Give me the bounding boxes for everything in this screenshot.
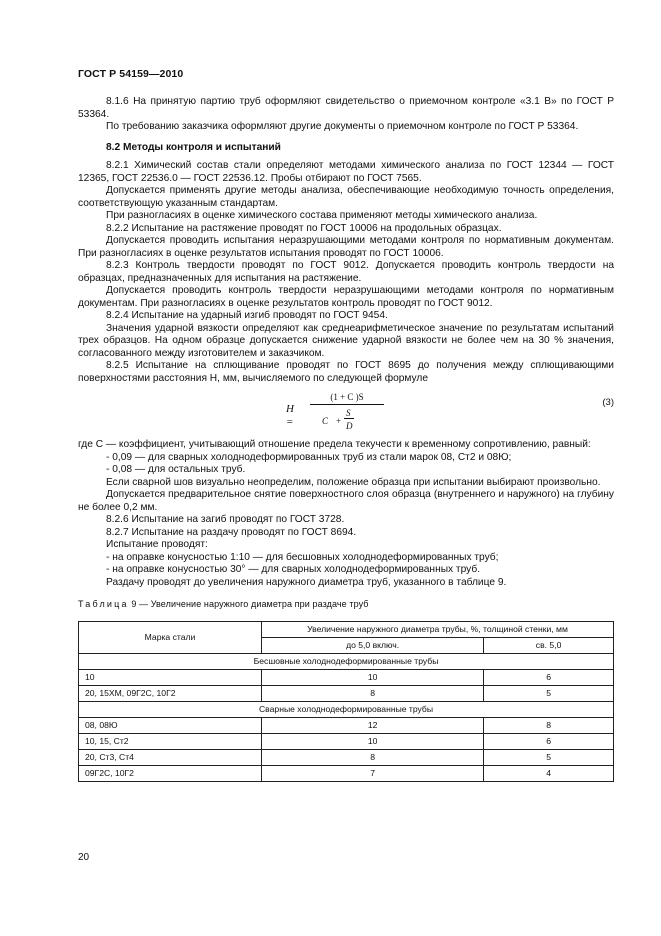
table-header-row <box>79 621 614 637</box>
paragraph-8-1-6: 8.1.6 На принятую партию труб оформляют свидетельство о приемочном контроле «3.1 В» по ГОСТ Р 53364. <box>78 96 614 120</box>
paragraph-other-methods: Допускается применять другие методы анализа, обеспечивающие необходимую точность определения, соответствующую указанным стандартам. <box>78 185 614 209</box>
cell-up-to-5: 7 <box>262 765 484 781</box>
formula-den-s: S <box>346 408 351 418</box>
cell-over-5: 6 <box>484 669 614 685</box>
formula-number: (3) <box>602 397 614 408</box>
table-row <box>79 765 614 781</box>
formula-fraction-bar <box>310 404 384 405</box>
table-group-row <box>79 653 614 669</box>
formula-den-c: C <box>322 416 329 426</box>
page-number: 20 <box>78 852 90 863</box>
expansion-table <box>78 621 614 782</box>
cell-up-to-5: 10 <box>262 669 484 685</box>
paragraph-expansion-limit: Раздачу проводят до увеличения наружного диаметра труб, указанного в таблице 9. <box>106 576 507 588</box>
header-over-5: св. 5,0 <box>484 637 614 653</box>
cell-steel: 20, 15ХМ, 09Г2С, 10Г2 <box>79 685 262 701</box>
paragraph-customer-docs: По требованию заказчика оформляют другие документы о приемочном контроле по ГОСТ Р 53364. <box>106 121 579 132</box>
table-caption-text: 9 — Увеличение наружного диаметра при раздаче труб <box>131 599 369 609</box>
cell-steel: 10, 15, Ст2 <box>79 733 262 749</box>
document-body <box>78 96 614 782</box>
paragraph-8-2-5: 8.2.5 Испытание на сплющивание проводят по ГОСТ 8695 до получения между сплющивающими поверхностями расстояния H, мм, вычисляемого по следующей формуле <box>78 360 614 384</box>
header-up-to-5: до 5,0 включ. <box>262 637 484 653</box>
table-caption-word: Таблица <box>78 599 129 609</box>
formula-numerator: (1 + C )S <box>330 392 364 402</box>
paragraph-impact-values: Значения ударной вязкости определяют как среднеарифметическое значение по результатам испытаний трех образцов. На одном образце допускается снижение ударной вязкости не более чем на 30 % значения, согласованного между изготовителем и заказчиком. <box>78 322 614 359</box>
paragraph-weld-position: Если сварной шов визуально неопределим, положение образца при испытании выбирают произвольно. <box>106 476 601 488</box>
paragraph-ndt-hardness: Допускается проводить контроль твердости неразрушающими методами контроля по нормативным документам. При разногласиях в оценке результатов контроль проводят по ГОСТ 9012. <box>78 285 614 309</box>
where-item: - 0,08 — для остальных труб. <box>106 464 246 475</box>
where-item: - 0,09 — для сварных холоднодеформированных труб из стали марок 08, Ст2 и 08Ю; <box>106 451 512 463</box>
formula-inner-bar <box>344 418 354 419</box>
section-heading: 8.2 Методы контроля и испытаний <box>106 141 281 153</box>
formula-den-d: D <box>346 421 353 431</box>
formula-lhs: H = <box>286 403 294 428</box>
cell-over-5: 5 <box>484 749 614 765</box>
where-clause <box>78 439 614 452</box>
cell-over-5: 8 <box>484 717 614 733</box>
paragraph-8-2-4: 8.2.4 Испытание на ударный изгиб проводят по ГОСТ 9454. <box>106 310 388 321</box>
table-row <box>79 749 614 765</box>
group-welded: Сварные холоднодеформированные трубы <box>79 701 614 717</box>
cell-up-to-5: 8 <box>262 749 484 765</box>
cell-up-to-5: 8 <box>262 685 484 701</box>
paragraph-8-2-6: 8.2.6 Испытание на загиб проводят по ГОСТ 3728. <box>106 514 345 525</box>
paragraph-chem-disagreement: При разногласиях в оценке химического состава применяют методы химического анализа. <box>106 210 538 221</box>
paragraph-8-2-1: 8.2.1 Химический состав стали определяют методами химического анализа по ГОСТ 12344 — ГОСТ 12365, ГОСТ 22536.0 — ГОСТ 22536.12. Пробы отбирают по ГОСТ 7565. <box>78 160 614 184</box>
where-text: коэффициент, учитывающий отношение предела текучести к временному сопротивлению, равный: <box>118 439 591 450</box>
paragraph-8-2-3: 8.2.3 Контроль твердости проводят по ГОСТ 9012. Допускается проводить контроль твердости на образцах, предназначенных для испытания на растяжение. <box>78 260 614 284</box>
list-item-welded: - на оправке конусностью 30° — для сварных холоднодеформированных труб. <box>106 564 481 575</box>
cell-steel: 09Г2С, 10Г2 <box>79 765 262 781</box>
cell-up-to-5: 12 <box>262 717 484 733</box>
paragraph-surface-removal: Допускается предварительное снятие поверхностного слоя образца (внутреннего и наружного) на глубину не более 0,2 мм. <box>78 489 614 513</box>
table-caption <box>78 598 614 611</box>
cell-up-to-5: 10 <box>262 733 484 749</box>
paragraph-8-2-7: 8.2.7 Испытание на раздачу проводят по ГОСТ 8694. <box>106 526 357 538</box>
header-diameter-increase: Увеличение наружного диаметра трубы, %, толщиной стенки, мм <box>262 621 614 637</box>
cell-steel: 20, Ст3, Ст4 <box>79 749 262 765</box>
formula-den-plus: + <box>336 416 342 426</box>
list-item-seamless: - на оправке конусностью 1:10 — для бесшовных холоднодеформированных труб; <box>106 551 499 563</box>
cell-over-5: 5 <box>484 685 614 701</box>
table-row <box>79 685 614 701</box>
formula-3 <box>78 389 614 433</box>
cell-steel: 10 <box>79 669 262 685</box>
table-group-row <box>79 701 614 717</box>
header-steel-grade: Марка стали <box>79 621 262 653</box>
cell-steel: 08, 08Ю <box>79 717 262 733</box>
group-seamless: Бесшовные холоднодеформированные трубы <box>79 653 614 669</box>
table-row <box>79 733 614 749</box>
paragraph-8-2-2: 8.2.2 Испытание на растяжение проводят по ГОСТ 10006 на продольных образцах. <box>106 222 502 234</box>
document-header: ГОСТ Р 54159—2010 <box>78 68 184 80</box>
cell-over-5: 6 <box>484 733 614 749</box>
paragraph-test-conduct: Испытание проводят: <box>106 539 208 550</box>
table-row <box>79 669 614 685</box>
cell-over-5: 4 <box>484 765 614 781</box>
where-term: где C — <box>78 439 117 450</box>
table-row <box>79 717 614 733</box>
paragraph-ndt-tension: Допускается проводить испытания неразрушающими методами контроля по нормативным документам. При разногласиях в оценке результатов испытания проводят по ГОСТ 10006. <box>78 235 614 259</box>
